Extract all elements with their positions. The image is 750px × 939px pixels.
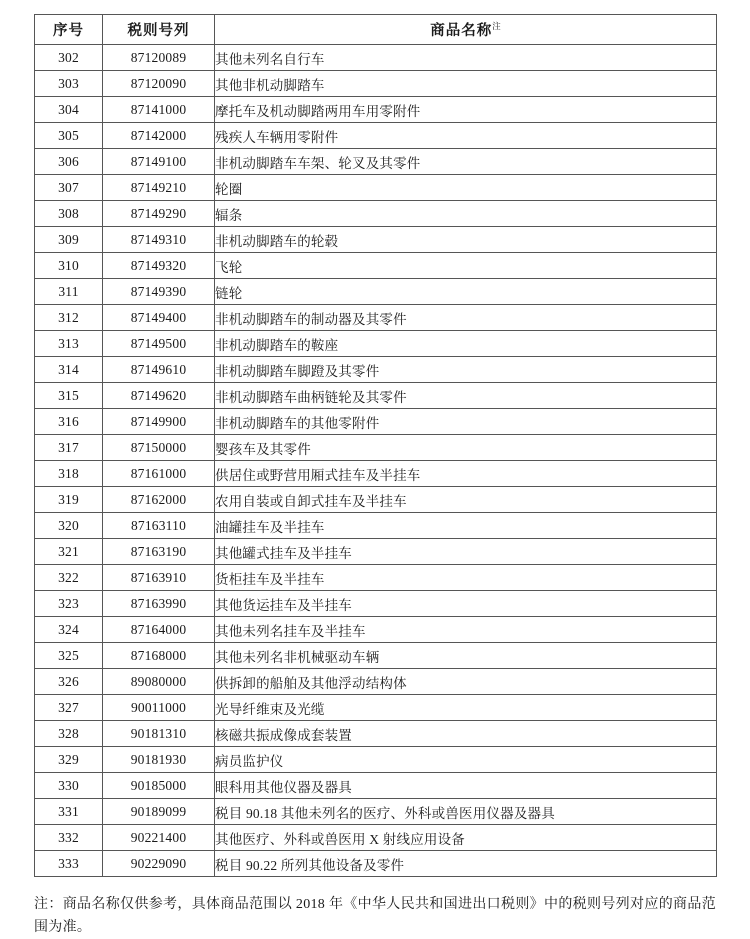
table-row <box>35 331 717 357</box>
cell-name: 油罐挂车及半挂车 <box>215 513 717 539</box>
cell-seq: 315 <box>35 383 103 409</box>
cell-seq: 303 <box>35 71 103 97</box>
cell-name: 非机动脚踏车车架、轮叉及其零件 <box>215 149 717 175</box>
cell-code: 87149290 <box>103 201 215 227</box>
table-row <box>35 643 717 669</box>
cell-code: 87162000 <box>103 487 215 513</box>
cell-name: 非机动脚踏车的制动器及其零件 <box>215 305 717 331</box>
cell-code: 87149320 <box>103 253 215 279</box>
column-header-name <box>215 15 717 45</box>
cell-name: 辐条 <box>215 201 717 227</box>
cell-seq: 311 <box>35 279 103 305</box>
cell-seq: 312 <box>35 305 103 331</box>
cell-seq: 330 <box>35 773 103 799</box>
cell-name: 链轮 <box>215 279 717 305</box>
table-row <box>35 617 717 643</box>
table-row <box>35 591 717 617</box>
table-row <box>35 409 717 435</box>
table-row <box>35 97 717 123</box>
cell-seq: 310 <box>35 253 103 279</box>
table-row <box>35 45 717 71</box>
cell-seq: 305 <box>35 123 103 149</box>
cell-seq: 324 <box>35 617 103 643</box>
cell-name: 非机动脚踏车曲柄链轮及其零件 <box>215 383 717 409</box>
table-row <box>35 357 717 383</box>
cell-name: 税目 90.22 所列其他设备及零件 <box>215 851 717 877</box>
cell-seq: 302 <box>35 45 103 71</box>
cell-seq: 309 <box>35 227 103 253</box>
cell-code: 87149500 <box>103 331 215 357</box>
table-row <box>35 201 717 227</box>
cell-seq: 320 <box>35 513 103 539</box>
cell-code: 87149400 <box>103 305 215 331</box>
cell-seq: 304 <box>35 97 103 123</box>
cell-seq: 313 <box>35 331 103 357</box>
cell-code: 87141000 <box>103 97 215 123</box>
table-row <box>35 149 717 175</box>
table-row <box>35 227 717 253</box>
table-row <box>35 123 717 149</box>
cell-seq: 314 <box>35 357 103 383</box>
table-row <box>35 669 717 695</box>
column-header-name-label: 商品名称 <box>430 23 493 39</box>
cell-name: 非机动脚踏车的其他零附件 <box>215 409 717 435</box>
tariff-table <box>34 14 717 877</box>
cell-name: 其他未列名自行车 <box>215 45 717 71</box>
cell-seq: 325 <box>35 643 103 669</box>
cell-name: 非机动脚踏车脚蹬及其零件 <box>215 357 717 383</box>
table-row <box>35 253 717 279</box>
cell-code: 90011000 <box>103 695 215 721</box>
cell-code: 87149390 <box>103 279 215 305</box>
column-header-name-footnote-marker: 注 <box>492 21 501 32</box>
table-header-row <box>35 15 717 45</box>
cell-code: 87168000 <box>103 643 215 669</box>
cell-code: 90181930 <box>103 747 215 773</box>
cell-seq: 322 <box>35 565 103 591</box>
cell-code: 87149620 <box>103 383 215 409</box>
cell-seq: 328 <box>35 721 103 747</box>
cell-name: 眼科用其他仪器及器具 <box>215 773 717 799</box>
table-row <box>35 435 717 461</box>
cell-seq: 319 <box>35 487 103 513</box>
table-row <box>35 487 717 513</box>
cell-code: 87120090 <box>103 71 215 97</box>
table-row <box>35 71 717 97</box>
footnote <box>34 893 716 939</box>
cell-seq: 323 <box>35 591 103 617</box>
cell-code: 87150000 <box>103 435 215 461</box>
cell-code: 87120089 <box>103 45 215 71</box>
table-body <box>35 45 717 877</box>
cell-name: 其他非机动脚踏车 <box>215 71 717 97</box>
cell-code: 87163910 <box>103 565 215 591</box>
table-row <box>35 175 717 201</box>
cell-name: 非机动脚踏车的轮毂 <box>215 227 717 253</box>
cell-name: 非机动脚踏车的鞍座 <box>215 331 717 357</box>
cell-code: 87161000 <box>103 461 215 487</box>
table-row <box>35 695 717 721</box>
footnote-text: 商品名称仅供参考，具体商品范围以 2018 年《中华人民共和国进出口税则》中的税则号列对应的商品范围为准。 <box>34 897 716 936</box>
cell-name: 农用自装或自卸式挂车及半挂车 <box>215 487 717 513</box>
cell-seq: 318 <box>35 461 103 487</box>
cell-name: 光导纤维束及光缆 <box>215 695 717 721</box>
cell-seq: 308 <box>35 201 103 227</box>
cell-seq: 317 <box>35 435 103 461</box>
cell-code: 87163110 <box>103 513 215 539</box>
table-row <box>35 721 717 747</box>
cell-name: 税目 90.18 其他未列名的医疗、外科或兽医用仪器及器具 <box>215 799 717 825</box>
cell-name: 供拆卸的船舶及其他浮动结构体 <box>215 669 717 695</box>
cell-code: 90221400 <box>103 825 215 851</box>
table-row <box>35 565 717 591</box>
cell-seq: 327 <box>35 695 103 721</box>
table-row <box>35 773 717 799</box>
table-row <box>35 539 717 565</box>
cell-code: 89080000 <box>103 669 215 695</box>
cell-seq: 333 <box>35 851 103 877</box>
cell-name: 轮圈 <box>215 175 717 201</box>
cell-code: 87149900 <box>103 409 215 435</box>
cell-code: 87142000 <box>103 123 215 149</box>
footnote-label: 注： <box>34 897 63 912</box>
cell-name: 残疾人车辆用零附件 <box>215 123 717 149</box>
cell-name: 其他罐式挂车及半挂车 <box>215 539 717 565</box>
cell-code: 90229090 <box>103 851 215 877</box>
cell-code: 87163990 <box>103 591 215 617</box>
cell-code: 87149210 <box>103 175 215 201</box>
cell-code: 90189099 <box>103 799 215 825</box>
cell-name: 其他货运挂车及半挂车 <box>215 591 717 617</box>
table-row <box>35 799 717 825</box>
cell-name: 摩托车及机动脚踏两用车用零附件 <box>215 97 717 123</box>
cell-code: 87163190 <box>103 539 215 565</box>
cell-seq: 332 <box>35 825 103 851</box>
cell-seq: 316 <box>35 409 103 435</box>
cell-name: 病员监护仪 <box>215 747 717 773</box>
cell-name: 婴孩车及其零件 <box>215 435 717 461</box>
cell-name: 飞轮 <box>215 253 717 279</box>
cell-seq: 326 <box>35 669 103 695</box>
cell-code: 87149610 <box>103 357 215 383</box>
cell-seq: 329 <box>35 747 103 773</box>
table-row <box>35 305 717 331</box>
cell-name: 供居住或野营用厢式挂车及半挂车 <box>215 461 717 487</box>
cell-seq: 321 <box>35 539 103 565</box>
table-row <box>35 513 717 539</box>
cell-seq: 306 <box>35 149 103 175</box>
cell-name: 其他未列名挂车及半挂车 <box>215 617 717 643</box>
table-row <box>35 383 717 409</box>
cell-name: 核磁共振成像成套装置 <box>215 721 717 747</box>
cell-code: 87164000 <box>103 617 215 643</box>
column-header-code: 税则号列 <box>103 15 215 45</box>
cell-code: 87149310 <box>103 227 215 253</box>
table-row <box>35 747 717 773</box>
cell-name: 货柜挂车及半挂车 <box>215 565 717 591</box>
cell-name: 其他医疗、外科或兽医用 X 射线应用设备 <box>215 825 717 851</box>
cell-code: 90185000 <box>103 773 215 799</box>
column-header-seq: 序号 <box>35 15 103 45</box>
cell-code: 90181310 <box>103 721 215 747</box>
table-row <box>35 825 717 851</box>
cell-seq: 331 <box>35 799 103 825</box>
cell-code: 87149100 <box>103 149 215 175</box>
table-row <box>35 461 717 487</box>
cell-seq: 307 <box>35 175 103 201</box>
cell-name: 其他未列名非机械驱动车辆 <box>215 643 717 669</box>
table-row <box>35 279 717 305</box>
table-row <box>35 851 717 877</box>
table-header <box>35 15 717 45</box>
